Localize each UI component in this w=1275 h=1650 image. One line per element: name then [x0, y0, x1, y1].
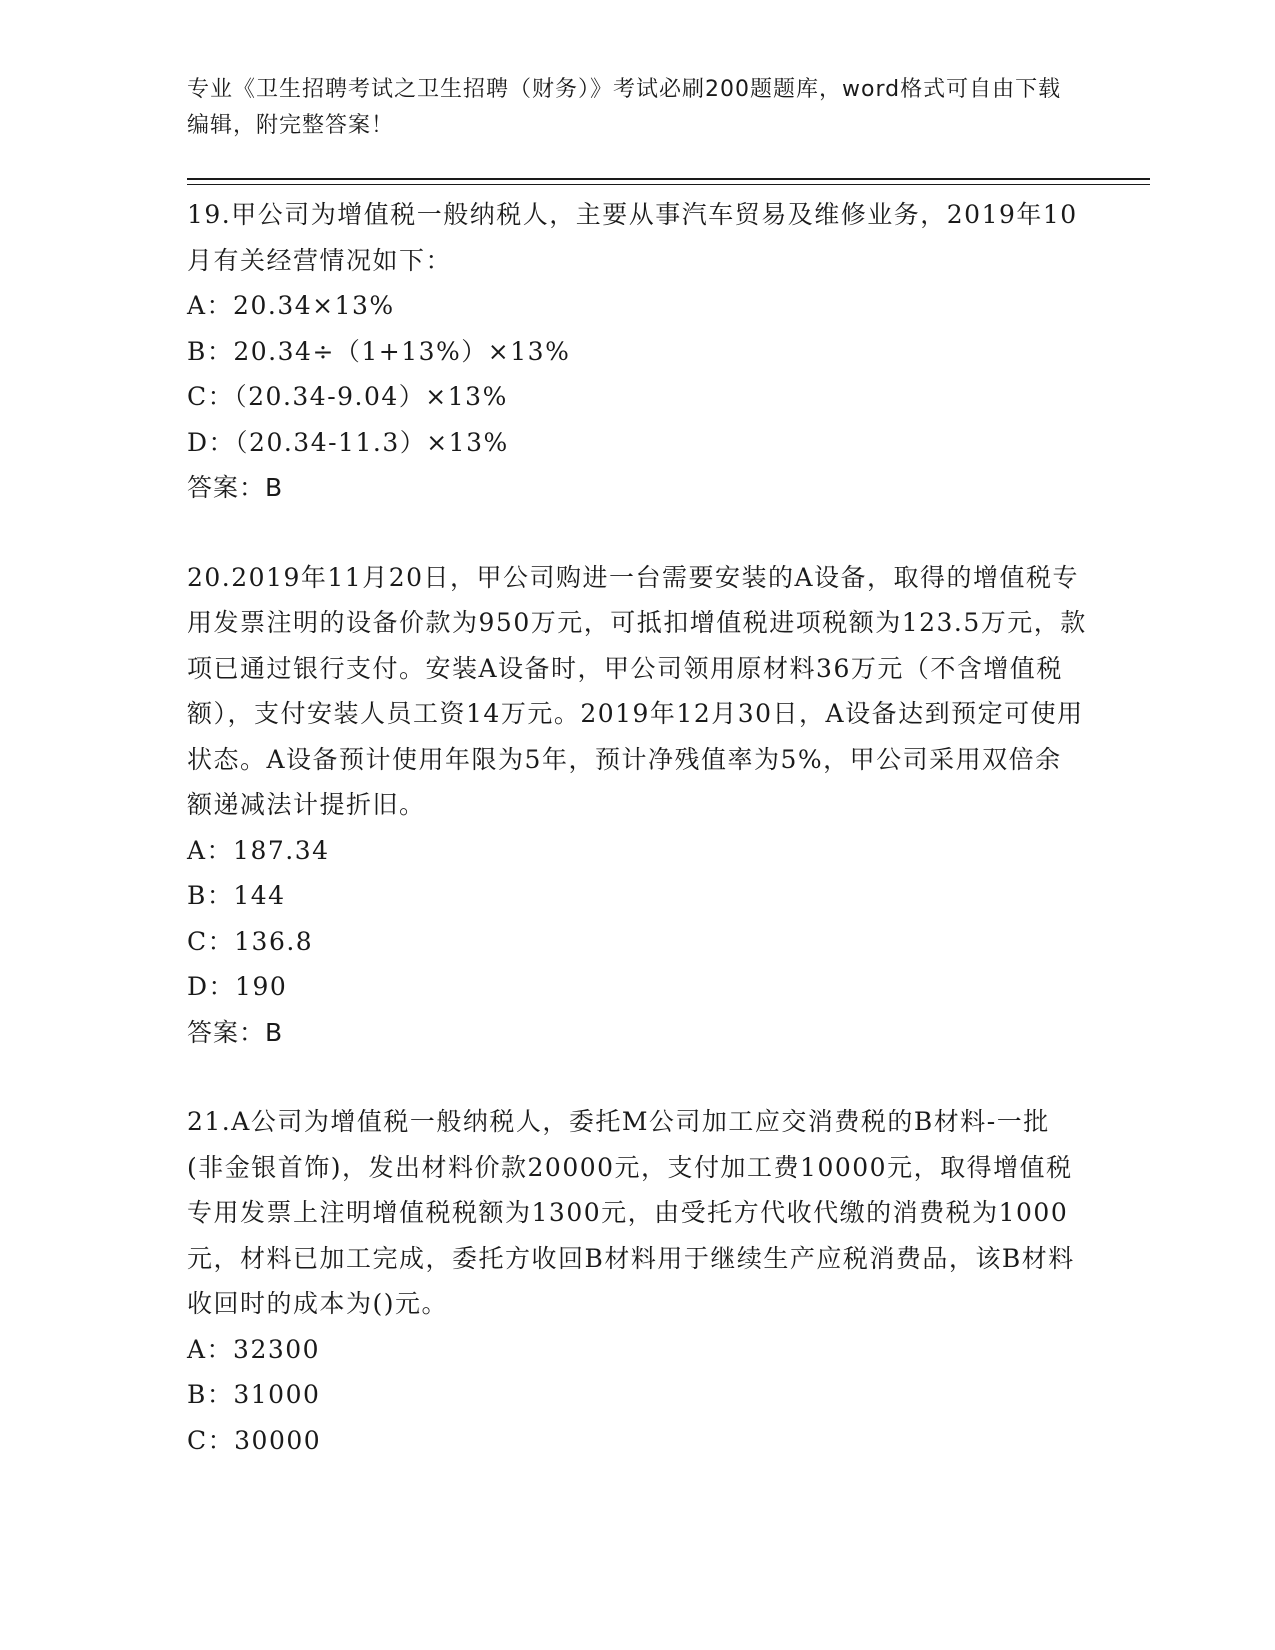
option-a: A：187.34: [187, 835, 330, 865]
option-a: A：32300: [187, 1334, 321, 1364]
option-c: C：30000: [187, 1425, 322, 1455]
question-19: [187, 190, 1087, 511]
header-divider-thin: [187, 184, 1150, 185]
option-c: C：（20.34-9.04）×13%: [187, 382, 508, 411]
option-c: C：136.8: [187, 926, 314, 956]
option-b: B：144: [187, 881, 286, 910]
header-divider: [187, 178, 1150, 180]
question-stem: 20.2019年11月20日，甲公司购进一台需要安装的A设备，取得的增值税专用发票注明的设备价款为950万元，可抵扣增值税进项税额为123.5万元，款项已通过银行支付。安装A设备时，甲公司领用原材料36万元（不含增值税额），支付安装人员工资14万元。2019年12月30日，A设备达到预定可使用状态。A设备预计使用年限为5年，预计净残值率为5%，甲公司采用双倍余额递减法计提折旧。: [187, 562, 1087, 819]
header-text: 专业《卫生招聘考试之卫生招聘（财务）》考试必刷200题题库，word格式可自由下载编辑，附完整答案！: [187, 77, 1062, 138]
answer: 答案：B: [187, 1017, 284, 1047]
option-a: A：20.34×13%: [187, 291, 395, 320]
option-b: B：20.34÷（1+13%）×13%: [187, 336, 571, 366]
question-stem: 19.甲公司为增值税一般纳税人，主要从事汽车贸易及维修业务，2019年10月有关经营情况如下：: [187, 200, 1078, 275]
answer: 答案：B: [187, 473, 284, 502]
option-d: D：190: [187, 972, 288, 1001]
question-21: [187, 1097, 1087, 1463]
question-list: [187, 190, 1087, 1505]
page-header: [187, 72, 1067, 144]
option-d: D：（20.34-11.3）×13%: [187, 427, 509, 457]
question-20: [187, 553, 1087, 1056]
option-b: B：31000: [187, 1380, 321, 1409]
question-stem: 21.A公司为增值税一般纳税人，委托M公司加工应交消费税的B材料-一批(非金银首饰)，发出材料价款20000元，支付加工费10000元，取得增值税专用发票上注明增值税税额为1300元，由受托方代收代缴的消费税为1000元，材料已加工完成，委托方收回B材料用于继续生产应税消费品，该B材料收回时的成本为()元。: [187, 1107, 1075, 1318]
